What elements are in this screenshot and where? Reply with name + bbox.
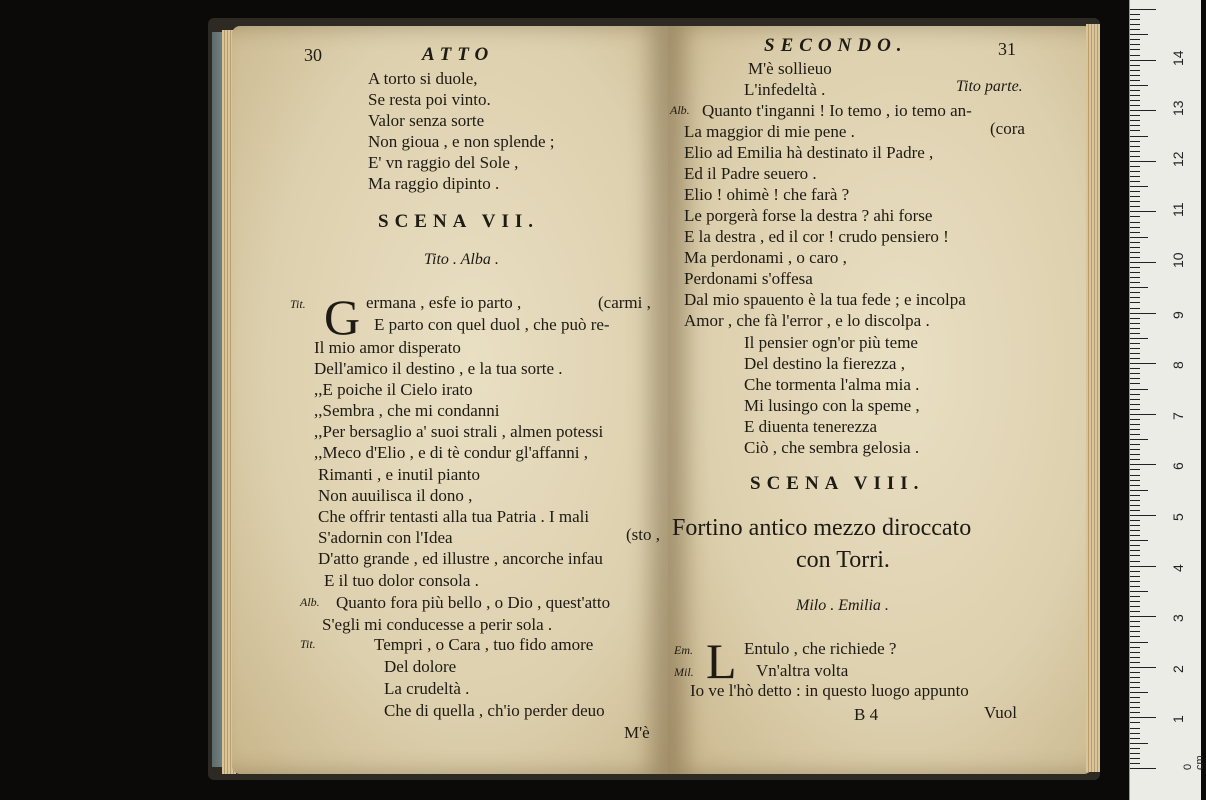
ruler-tick xyxy=(1130,343,1140,344)
speech-line: S'adornin con l'Idea xyxy=(318,528,453,547)
scene-heading: SCENA VIII. xyxy=(750,473,925,494)
scene-characters: Milo . Emilia . xyxy=(796,597,889,614)
ruler-tick xyxy=(1130,748,1140,749)
catchword: M'è xyxy=(624,723,650,742)
speech-line: ermana , esfe io parto , xyxy=(366,293,522,312)
ruler-tick xyxy=(1130,252,1140,253)
running-head: SECONDO. xyxy=(764,35,908,56)
ruler-tick xyxy=(1130,459,1140,460)
ruler-tick xyxy=(1130,292,1140,293)
ruler-tick xyxy=(1130,328,1140,329)
ruler-tick xyxy=(1130,277,1140,278)
left-page xyxy=(232,26,668,774)
ruler-number: 10 xyxy=(1170,252,1186,268)
speech-line: Perdonami s'offesa xyxy=(684,269,813,288)
running-head: ATTO xyxy=(422,44,495,65)
speech-line: La maggior di mie pene . xyxy=(684,122,855,141)
ruler-tick xyxy=(1130,475,1140,476)
ruler-tick xyxy=(1130,242,1140,243)
ruler-tick xyxy=(1130,115,1140,116)
ruler-tick xyxy=(1130,191,1140,192)
ruler-tick xyxy=(1130,763,1140,764)
ruler-tick xyxy=(1130,9,1156,10)
ruler-tick xyxy=(1130,29,1140,30)
ruler-tick xyxy=(1130,626,1140,627)
verse-line: Se resta poi vinto. xyxy=(368,90,491,109)
speaker-label: Tit. xyxy=(300,637,316,651)
speech-line: Quanto fora più bello , o Dio , quest'atto xyxy=(336,593,611,612)
ruler-tick xyxy=(1130,44,1140,45)
ruler-tick xyxy=(1130,505,1140,506)
ruler-tick xyxy=(1130,24,1140,25)
speech-line: Dell'amico il destino , e la tua sorte . xyxy=(314,359,563,378)
ruler-tick xyxy=(1130,662,1140,663)
ruler-tick xyxy=(1130,34,1148,35)
ruler-number: 13 xyxy=(1170,100,1186,117)
ruler-number: 7 xyxy=(1170,412,1186,420)
speech-line: D'atto grande , ed illustre , ancorche infau xyxy=(318,549,603,568)
ruler-tick xyxy=(1130,14,1140,15)
ruler-tick xyxy=(1130,323,1140,324)
ruler-tick xyxy=(1130,672,1140,673)
ruler-tick xyxy=(1130,717,1156,718)
ruler-tick xyxy=(1130,743,1148,744)
verse-line: A torto si duole, xyxy=(368,69,478,88)
speech-line: ,,Per bersaglio a' suoi strali , almen potessi xyxy=(314,422,604,441)
page-number: 31 xyxy=(998,39,1016,59)
ruler-tick xyxy=(1130,181,1140,182)
speech-line: Dal mio spauento è la tua fede ; e incolpa xyxy=(684,290,966,309)
ruler-tick xyxy=(1130,697,1140,698)
page-edges-right xyxy=(1086,24,1100,772)
speaker-label: Em. xyxy=(674,643,693,657)
ruler-tick xyxy=(1130,216,1140,217)
ruler-tick xyxy=(1130,449,1140,450)
ruler-tick xyxy=(1130,561,1140,562)
ruler-tick xyxy=(1130,272,1140,273)
speech-line: Tempri , o Cara , tuo fido amore xyxy=(374,635,594,654)
ruler-tick xyxy=(1130,353,1140,354)
scene-characters: Tito . Alba . xyxy=(424,251,499,268)
ruler-tick xyxy=(1130,692,1148,693)
scene-heading: SCENA VII. xyxy=(378,211,540,232)
ruler-tick xyxy=(1130,201,1140,202)
ruler-tick xyxy=(1130,267,1140,268)
ruler-tick xyxy=(1130,707,1140,708)
song-line: Che tormenta l'alma mia . xyxy=(744,375,920,394)
measuring-ruler xyxy=(1129,0,1206,800)
ruler-tick xyxy=(1130,611,1140,612)
ruler-tick xyxy=(1130,733,1140,734)
ruler-tick xyxy=(1130,49,1140,50)
ruler-tick xyxy=(1130,439,1148,440)
ruler-tick xyxy=(1130,19,1140,20)
ruler-tick xyxy=(1130,302,1140,303)
ruler-number: 1 xyxy=(1170,715,1186,724)
ruler-number: 14 xyxy=(1170,50,1186,66)
ruler-tick xyxy=(1130,571,1140,572)
speech-line: E parto con quel duol , che può re- xyxy=(374,315,610,334)
speech-line: S'egli mi conducesse a perir sola . xyxy=(322,615,553,634)
overflow-text: (carmi , xyxy=(598,293,651,312)
speech-line: Il mio amor disperato xyxy=(314,338,461,357)
ruler-tick xyxy=(1130,535,1140,536)
ruler-tick xyxy=(1130,136,1148,137)
ruler-number: 11 xyxy=(1170,202,1186,218)
signature-mark: B 4 xyxy=(854,705,879,724)
ruler-tick xyxy=(1130,146,1140,147)
ruler-tick xyxy=(1130,130,1140,131)
ruler-tick xyxy=(1130,667,1156,668)
ruler-tick xyxy=(1130,237,1148,238)
ruler-unit-label: 0 cm xyxy=(1182,755,1206,770)
ruler-number: 9 xyxy=(1170,310,1186,319)
ruler-tick xyxy=(1130,297,1140,298)
ruler-tick xyxy=(1130,363,1156,364)
ruler-tick xyxy=(1130,378,1140,379)
ruler-tick xyxy=(1130,566,1156,567)
speech-line: ,,E poiche il Cielo irato xyxy=(314,380,473,399)
stage-direction: Tito parte. xyxy=(956,78,1023,95)
speech-line: Ma perdonami , o caro , xyxy=(684,248,847,267)
ruler-tick xyxy=(1130,636,1140,637)
ruler-tick xyxy=(1130,738,1140,739)
ruler-tick xyxy=(1130,166,1140,167)
ruler-tick xyxy=(1130,110,1156,111)
drop-cap: G xyxy=(324,289,361,345)
scene-setting: Fortino antico mezzo diroccato xyxy=(672,515,972,541)
ruler-tick xyxy=(1130,171,1140,172)
ruler-tick xyxy=(1130,414,1156,415)
ruler-tick xyxy=(1130,161,1156,162)
ruler-number: 6 xyxy=(1170,462,1186,471)
verse-line: E' vn raggio del Sole , xyxy=(368,153,519,172)
speech-line: La crudeltà . xyxy=(384,679,470,698)
ruler-tick xyxy=(1130,682,1140,683)
song-line: Del destino la fierezza , xyxy=(744,354,905,373)
ruler-tick xyxy=(1130,500,1140,501)
speaker-label: Tit. xyxy=(290,297,306,311)
ruler-tick xyxy=(1130,39,1140,40)
ruler-number: 8 xyxy=(1170,361,1186,370)
ruler-tick xyxy=(1130,313,1156,314)
verse-line: L'infedeltà . xyxy=(744,80,826,99)
ruler-tick xyxy=(1130,247,1140,248)
ruler-tick xyxy=(1130,282,1140,283)
speech-line: ,,Meco d'Elio , e di tè condur gl'affanni , xyxy=(314,443,588,462)
ruler-tick xyxy=(1130,687,1140,688)
verse-line: Ma raggio dipinto . xyxy=(368,174,500,193)
ruler-number: 5 xyxy=(1170,513,1186,521)
ruler-tick xyxy=(1130,368,1140,369)
ruler-tick xyxy=(1130,222,1140,223)
ruler-tick xyxy=(1130,125,1140,126)
ruler-tick xyxy=(1130,338,1148,339)
ruler-tick xyxy=(1130,515,1156,516)
ruler-tick xyxy=(1130,540,1148,541)
ruler-tick xyxy=(1130,196,1140,197)
ruler-tick xyxy=(1130,464,1156,465)
ruler-tick xyxy=(1130,151,1140,152)
ruler-tick xyxy=(1130,287,1148,288)
ruler-tick xyxy=(1130,399,1140,400)
catchword: Vuol xyxy=(984,703,1017,722)
ruler-tick xyxy=(1130,176,1140,177)
ruler-tick xyxy=(1130,642,1148,643)
ruler-tick xyxy=(1130,141,1140,142)
ruler-tick xyxy=(1130,596,1140,597)
ruler-tick xyxy=(1130,606,1140,607)
ruler-tick xyxy=(1130,621,1140,622)
ruler-tick xyxy=(1130,758,1140,759)
ruler-tick xyxy=(1130,485,1140,486)
song-line: Ciò , che sembra gelosia . xyxy=(744,438,920,457)
ruler-tick xyxy=(1130,576,1140,577)
ruler-tick xyxy=(1130,652,1140,653)
ruler-tick xyxy=(1130,156,1140,157)
overflow-text: (cora xyxy=(990,119,1025,138)
ruler-tick xyxy=(1130,434,1140,435)
speech-line: Amor , che fà l'error , e lo discolpa . xyxy=(684,311,930,330)
ruler-tick xyxy=(1130,419,1140,420)
ruler-tick xyxy=(1130,550,1140,551)
speech-line: ,,Sembra , che mi condanni xyxy=(314,401,500,420)
ruler-tick xyxy=(1130,429,1140,430)
ruler-number: 3 xyxy=(1170,614,1186,623)
song-line: Il pensier ogn'or più teme xyxy=(744,333,918,352)
ruler-tick xyxy=(1130,581,1140,582)
speech-line: Quanto t'inganni ! Io temo , io temo an- xyxy=(702,101,972,120)
ruler-tick xyxy=(1130,555,1140,556)
ruler-tick xyxy=(1130,409,1140,410)
ruler-tick xyxy=(1130,232,1140,233)
ruler-tick xyxy=(1130,424,1140,425)
ruler-tick xyxy=(1130,262,1156,263)
ruler-tick xyxy=(1130,510,1140,511)
speaker-label: Alb. xyxy=(670,103,690,117)
ruler-tick xyxy=(1130,206,1140,207)
verse-line: M'è sollieuo xyxy=(748,59,832,78)
ruler-tick xyxy=(1130,616,1156,617)
ruler-tick xyxy=(1130,186,1148,187)
speech-line: Del dolore xyxy=(384,657,457,676)
drop-cap: L xyxy=(706,633,737,689)
ruler-tick xyxy=(1130,60,1156,61)
ruler-tick xyxy=(1130,657,1140,658)
ruler-tick xyxy=(1130,383,1140,384)
ruler-tick xyxy=(1130,768,1156,769)
ruler-number: 2 xyxy=(1170,665,1186,673)
ruler-tick xyxy=(1130,120,1140,121)
speech-line: Rimanti , e inutil pianto xyxy=(318,465,480,484)
speech-line: Vn'altra volta xyxy=(756,661,849,680)
ruler-tick xyxy=(1130,404,1140,405)
speaker-label: Mil. xyxy=(674,665,694,679)
verse-line: Valor senza sorte xyxy=(368,111,485,130)
ruler-tick xyxy=(1130,586,1140,587)
ruler-tick xyxy=(1130,318,1140,319)
ruler-tick xyxy=(1130,712,1140,713)
ruler-tick xyxy=(1130,530,1140,531)
ruler-tick xyxy=(1130,95,1140,96)
speech-line: Le porgerà forse la destra ? ahi forse xyxy=(684,206,933,225)
ruler-tick xyxy=(1130,480,1140,481)
speech-line: Che di quella , ch'io perder deuo xyxy=(384,701,605,720)
ruler-number: 12 xyxy=(1170,151,1186,167)
scene-setting: con Torri. xyxy=(796,547,890,573)
speech-line: Non auuilisca il dono , xyxy=(318,486,473,505)
ruler-tick xyxy=(1130,75,1140,76)
speech-line: Elio ad Emilia hà destinato il Padre , xyxy=(684,143,934,162)
ruler-tick xyxy=(1130,545,1140,546)
ruler-tick xyxy=(1130,333,1140,334)
ruler-tick xyxy=(1130,677,1140,678)
ruler-tick xyxy=(1130,520,1140,521)
ruler-tick xyxy=(1130,495,1140,496)
overflow-text: (sto , xyxy=(626,525,660,544)
ruler-tick xyxy=(1130,90,1140,91)
ruler-tick xyxy=(1130,722,1140,723)
ruler-tick xyxy=(1130,358,1140,359)
ruler-tick xyxy=(1130,308,1140,309)
speech-line: Elio ! ohimè ! che farà ? xyxy=(684,185,850,204)
right-page xyxy=(668,26,1092,774)
ruler-tick xyxy=(1130,257,1140,258)
ruler-tick xyxy=(1130,373,1140,374)
verse-line: Non gioua , e non splende ; xyxy=(368,132,555,151)
ruler-tick xyxy=(1130,601,1140,602)
ruler-tick xyxy=(1130,105,1140,106)
speech-line: Che offrir tentasti alla tua Patria . I mali xyxy=(318,507,590,526)
ruler-tick xyxy=(1130,70,1140,71)
ruler-tick xyxy=(1130,647,1140,648)
ruler-tick xyxy=(1130,631,1140,632)
speaker-label: Alb. xyxy=(300,595,320,609)
ruler-tick xyxy=(1130,469,1140,470)
ruler-tick xyxy=(1130,80,1140,81)
ruler-number: 4 xyxy=(1170,563,1186,572)
ruler-tick xyxy=(1130,55,1140,56)
ruler-tick xyxy=(1130,389,1148,390)
ruler-tick xyxy=(1130,65,1140,66)
ruler-tick xyxy=(1130,227,1140,228)
ruler-tick xyxy=(1130,211,1156,212)
ruler-tick xyxy=(1130,85,1148,86)
speech-line: E la destra , ed il cor ! crudo pensiero ! xyxy=(684,227,949,246)
ruler-tick xyxy=(1130,348,1140,349)
page-number: 30 xyxy=(304,45,322,65)
ruler-tick xyxy=(1130,444,1140,445)
speech-line: Entulo , che richiede ? xyxy=(744,639,897,658)
song-line: Mi lusingo con la speme , xyxy=(744,396,920,415)
ruler-tick xyxy=(1130,490,1148,491)
ruler-tick xyxy=(1130,728,1140,729)
ruler-tick xyxy=(1130,591,1148,592)
ruler-tick xyxy=(1130,702,1140,703)
ruler-tick xyxy=(1130,454,1140,455)
song-line: E diuenta tenerezza xyxy=(744,417,878,436)
ruler-tick xyxy=(1130,394,1140,395)
speech-line: E il tuo dolor consola . xyxy=(324,571,479,590)
ruler-tick xyxy=(1130,525,1140,526)
ruler-tick xyxy=(1130,753,1140,754)
speech-line: Io ve l'hò detto : in questo luogo appunto xyxy=(690,681,969,700)
speech-line: Ed il Padre seuero . xyxy=(684,164,817,183)
ruler-tick xyxy=(1130,100,1140,101)
